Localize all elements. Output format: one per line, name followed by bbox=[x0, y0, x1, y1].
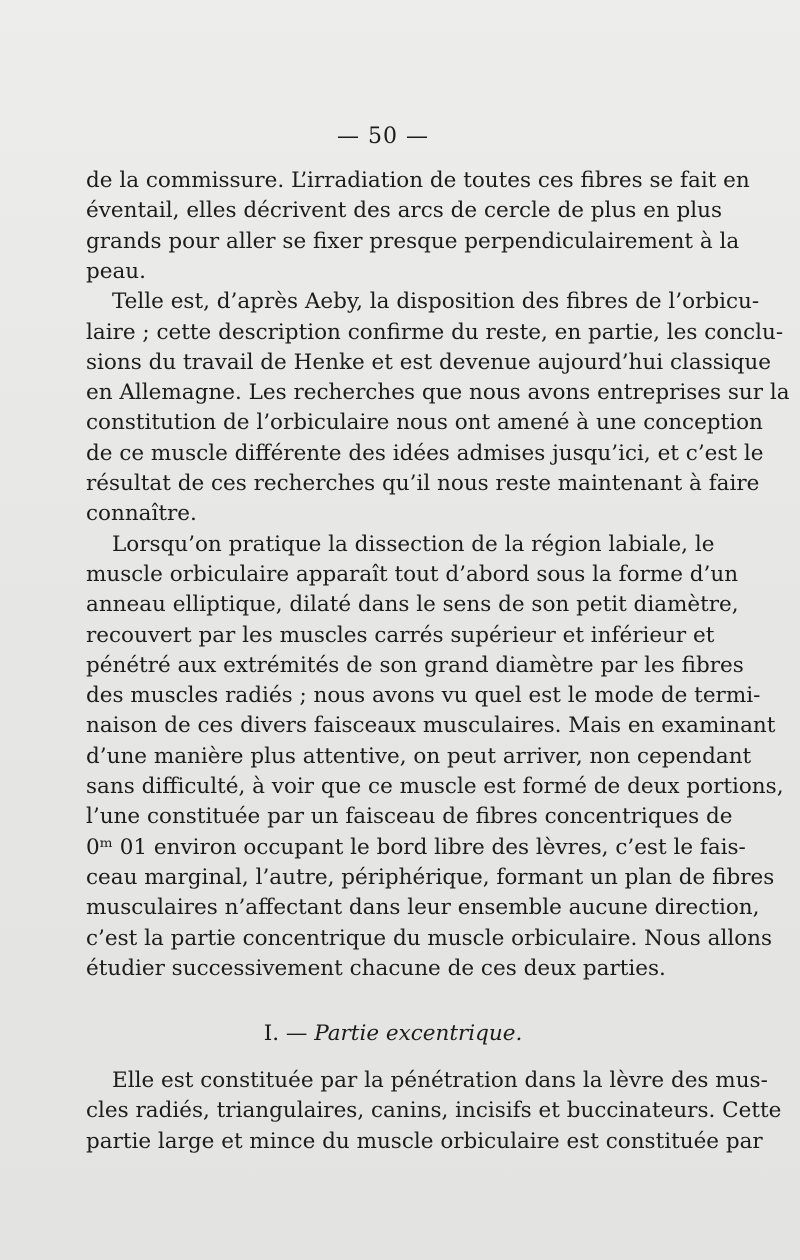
text-line: de ce muscle différente des idées admises jusqu’ici, et c’est le bbox=[86, 440, 764, 466]
text-line: anneau elliptique, dilaté dans le sens de son petit diamètre, bbox=[86, 592, 739, 618]
text-line: muscle orbiculaire apparaît tout d’abord sous la forme d’un bbox=[86, 561, 739, 587]
text-line: peau. bbox=[86, 258, 146, 284]
text-line: recouvert par les muscles carrés supérieur et inférieur et bbox=[86, 622, 715, 648]
text-line: des muscles radiés ; nous avons vu quel est le mode de termi- bbox=[86, 683, 761, 709]
text-line: naison de ces divers faisceaux musculaires. Mais en examinant bbox=[86, 713, 776, 739]
text-line: en Allemagne. Les recherches que nous avons entreprises sur la bbox=[86, 380, 790, 406]
text-line: Lorsqu’on pratique la dissection de la région labiale, le bbox=[112, 531, 715, 557]
text-line: partie large et mince du muscle orbiculaire est constituée par bbox=[86, 1128, 763, 1154]
text-line: musculaires n’affectant dans leur ensemble aucune direction, bbox=[86, 895, 760, 921]
text-line: résultat de ces recherches qu’il nous reste maintenant à faire bbox=[86, 471, 760, 496]
section-title: Partie excentrique. bbox=[314, 1021, 523, 1046]
text-line: éventail, elles décrivent des arcs de cercle de plus en plus bbox=[86, 198, 723, 224]
text-line: l’une constituée par un faisceau de fibres concentriques de bbox=[86, 804, 733, 830]
text-line: Telle est, d’après Aeby, la disposition des fibres de l’orbicu- bbox=[112, 289, 760, 315]
text-line: Elle est constituée par la pénétration dans la lèvre des mus- bbox=[112, 1068, 768, 1093]
text-line: ceau marginal, l’autre, périphérique, formant un plan de fibres bbox=[86, 864, 775, 890]
text-line: étudier successivement chacune de ces deux parties. bbox=[86, 955, 666, 981]
text-line: connaître. bbox=[86, 501, 197, 527]
text-line: 0ᵐ 01 environ occupant le bord libre des lèvres, c’est le fais- bbox=[86, 834, 746, 860]
text-line: sans difficulté, à voir que ce muscle est formé de deux portions, bbox=[86, 774, 784, 799]
section-number: I. — bbox=[263, 1021, 315, 1046]
text-line: pénétré aux extrémités de son grand diamètre par les fibres bbox=[86, 652, 744, 678]
text-line: d’une manière plus attentive, on peut arriver, non cependant bbox=[86, 743, 752, 769]
text-line: c’est la partie concentrique du muscle orbiculaire. Nous allons bbox=[86, 925, 773, 951]
text-line: laire ; cette description confirme du reste, en partie, les conclu- bbox=[86, 319, 784, 345]
text-line: de la commissure. L’irradiation de toutes ces fibres se fait en bbox=[86, 168, 750, 193]
text-line: cles radiés, triangulaires, canins, incisifs et buccinateurs. Cette bbox=[86, 1098, 782, 1124]
text-line: grands pour aller se fixer presque perpendiculairement à la bbox=[86, 228, 740, 254]
text-line: sions du travail de Henke et est devenue aujourd’hui classique bbox=[86, 349, 771, 375]
page-number: — 50 — bbox=[337, 124, 429, 149]
text-line: constitution de l’orbiculaire nous ont amené à une conception bbox=[86, 410, 763, 436]
section-heading bbox=[0, 1018, 786, 1050]
